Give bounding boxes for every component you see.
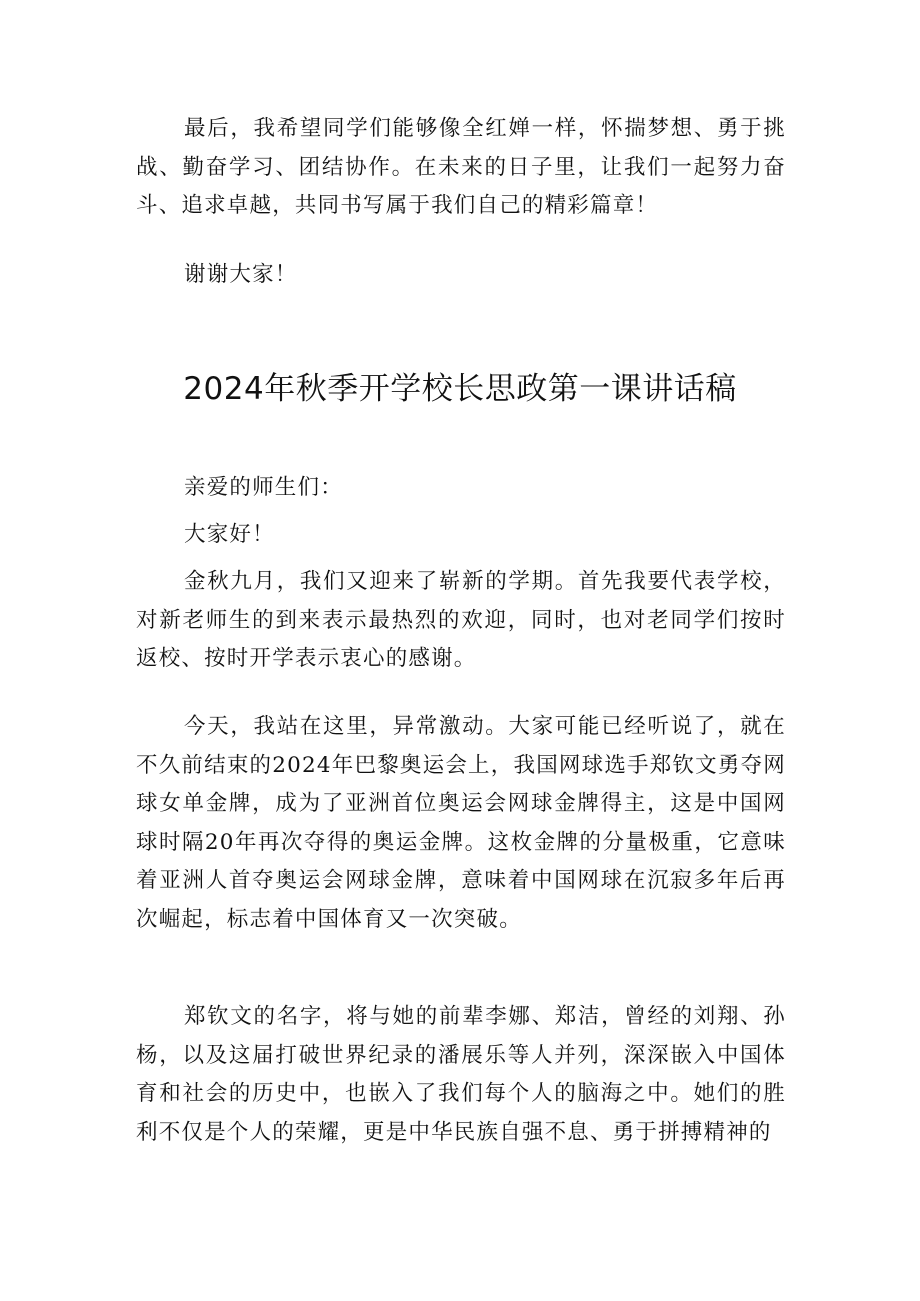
body-paragraph-2: 今天，我站在这里，异常激动。大家可能已经听说了，就在不久前结束的2024年巴黎奥运会上，我国网球选手郑钦文勇夺网球女单金牌，成为了亚洲首位奥运会网球金牌得主，这是中国网球时隔20年再次夺得的奥运金牌。这枚金牌的分量极重，它意味着亚洲人首夺奥运会网球金牌，意味着中国网球在沉寂多年后再次崛起，标志着中国体育又一次突破。 bbox=[136, 714, 786, 932]
greeting: 大家好！ bbox=[184, 522, 275, 547]
speech-title: 2024年秋季开学校长思政第一课讲话稿 bbox=[183, 371, 737, 407]
body-paragraph-1: 金秋九月，我们又迎来了崭新的学期。首先我要代表学校，对新老师生的到来表示最热烈的欢迎，同时，也对老同学们按时返校、按时开学表示衷心的感谢。 bbox=[136, 569, 786, 671]
salutation: 亲爱的师生们： bbox=[184, 475, 343, 500]
thanks-line: 谢谢大家！ bbox=[184, 262, 298, 287]
closing-paragraph: 最后，我希望同学们能够像全红婵一样，怀揣梦想、勇于挑战、勤奋学习、团结协作。在未来的日子里，让我们一起努力奋斗、追求卓越，共同书写属于我们自己的精彩篇章！ bbox=[136, 116, 786, 218]
body-paragraph-3: 郑钦文的名字，将与她的前辈李娜、郑洁，曾经的刘翔、孙杨，以及这届打破世界纪录的潘展乐等人并列，深深嵌入中国体育和社会的历史中，也嵌入了我们每个人的脑海之中。她们的胜利不仅是个人的荣耀，更是中华民族自强不息、勇于拼搏精神的 bbox=[136, 1004, 786, 1145]
